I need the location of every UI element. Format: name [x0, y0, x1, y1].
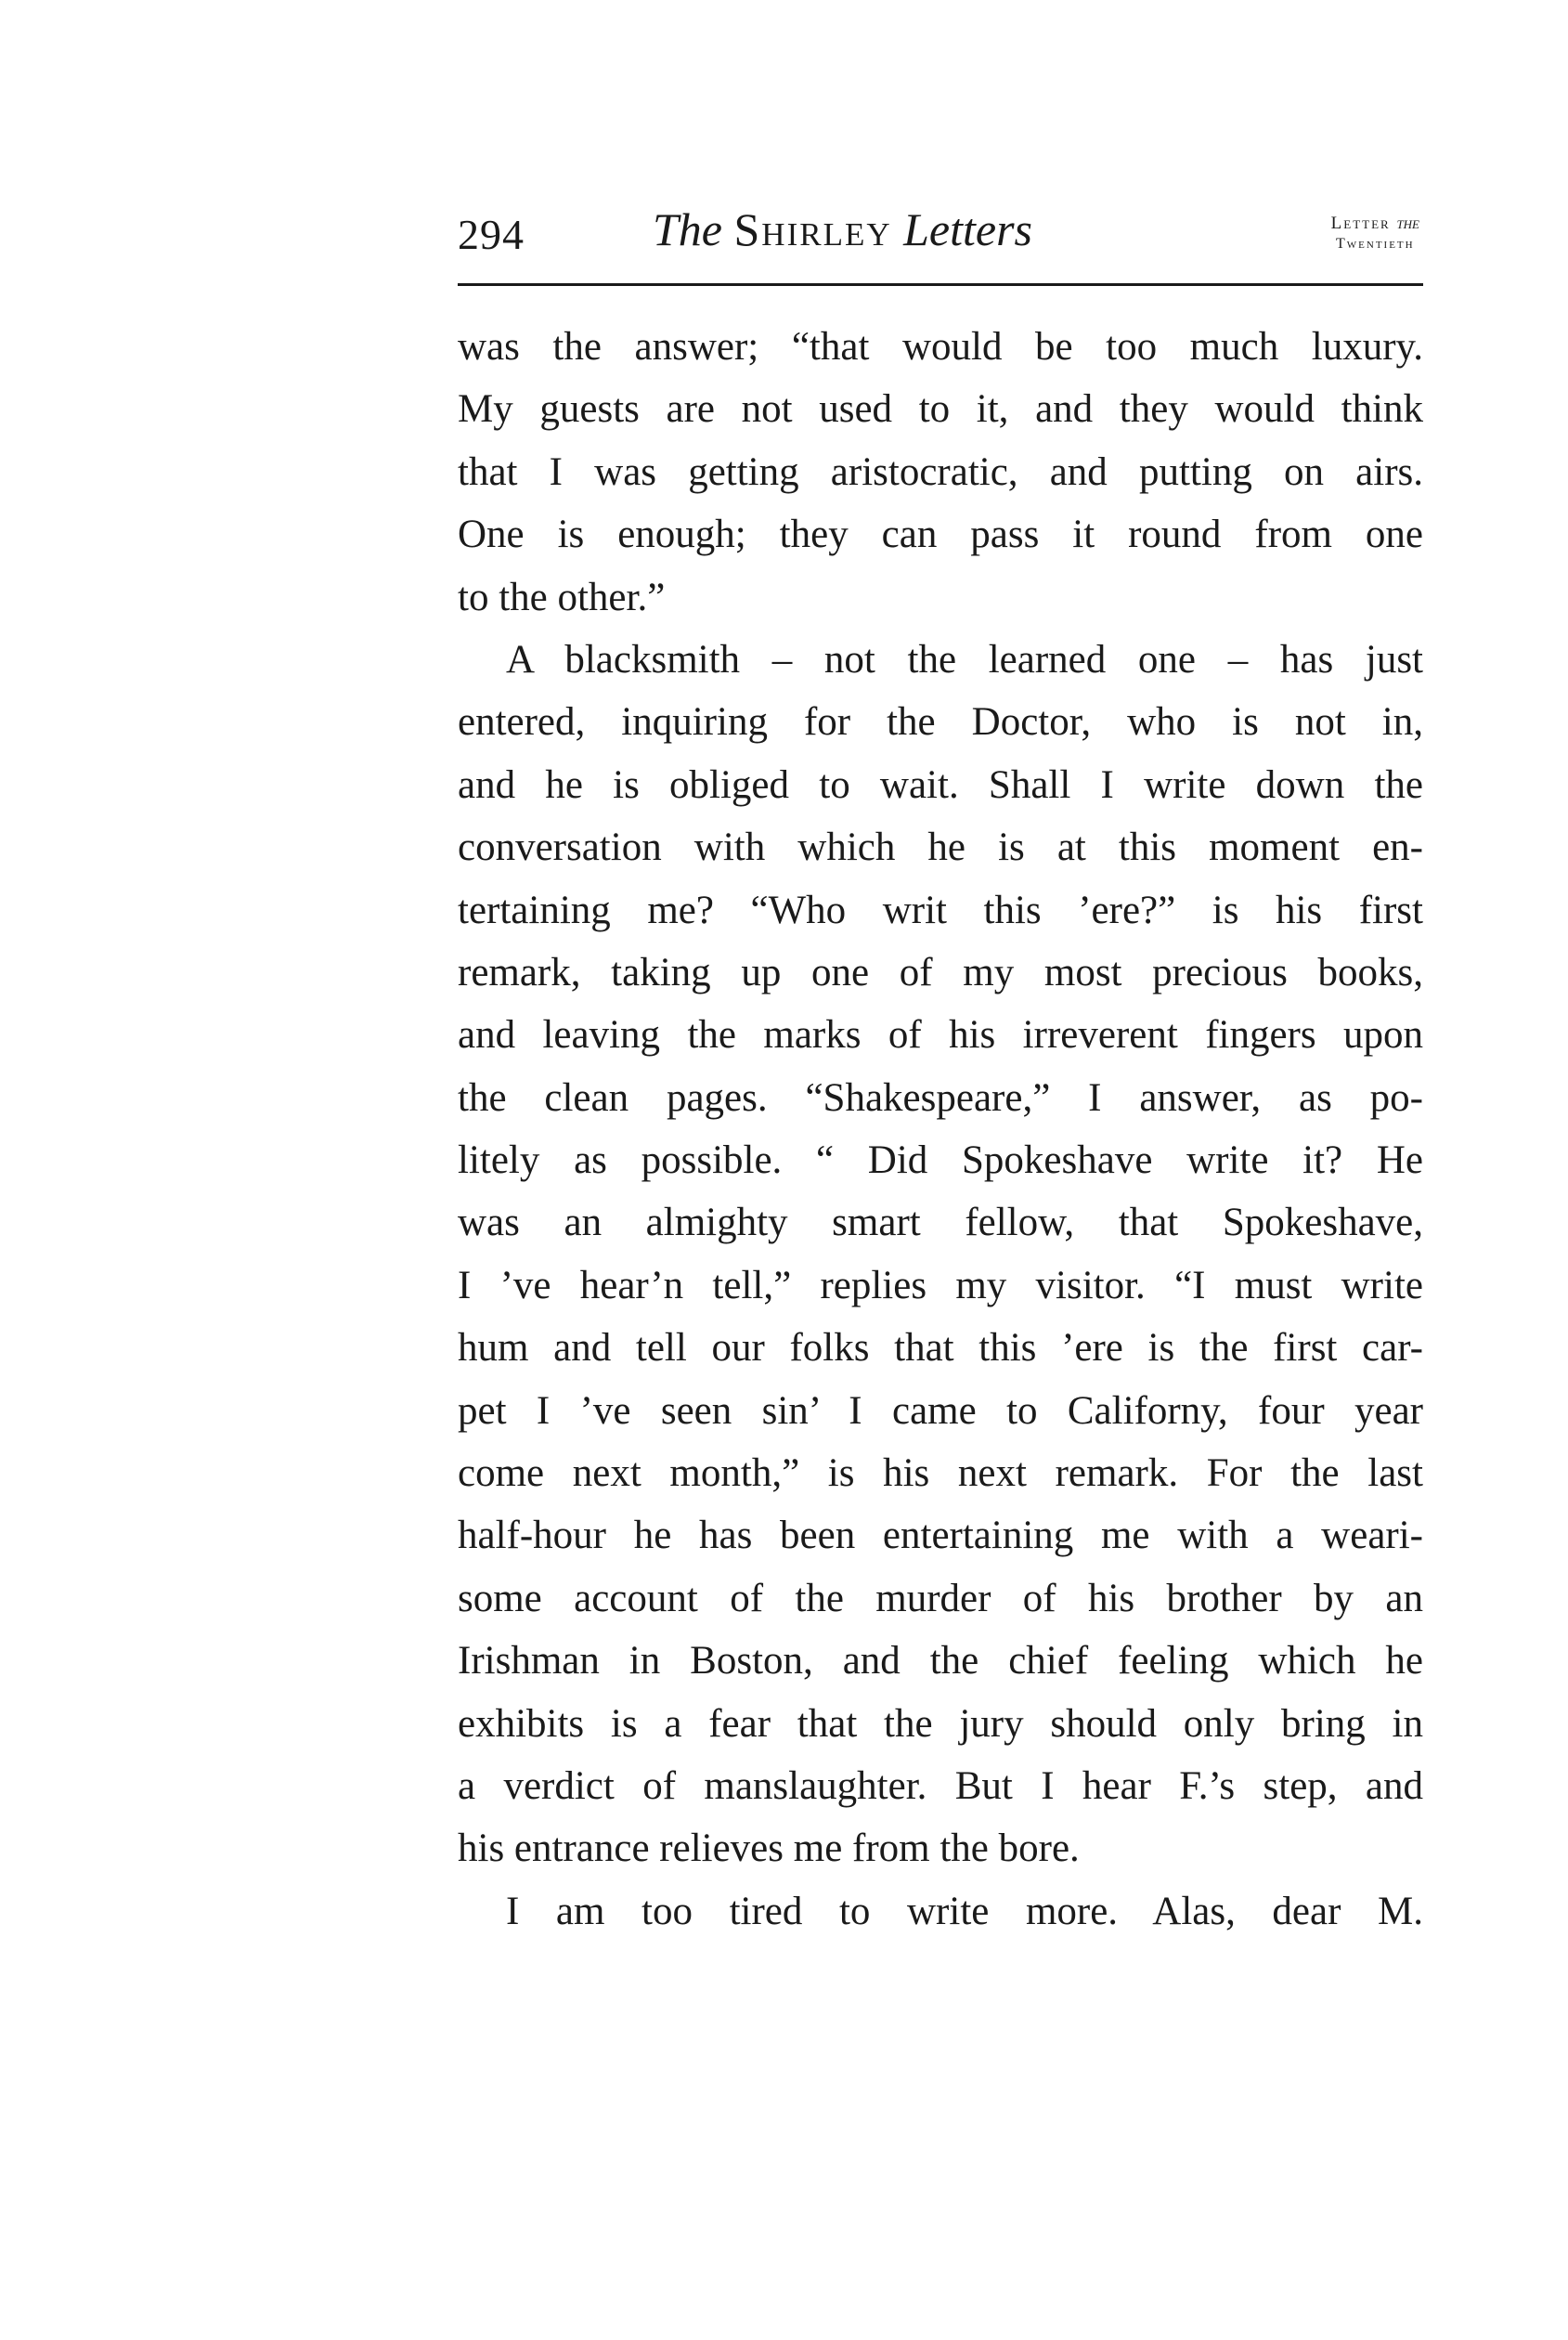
- text-line: some account of the murder of his brother by an: [458, 1576, 1423, 1620]
- text-line: that I was getting aristocratic, and putting on airs.: [458, 449, 1423, 494]
- book-title: [653, 202, 1032, 256]
- text-line: entered, inquiring for the Doctor, who is not in,: [458, 700, 1423, 745]
- text-line: tertaining me? “Who writ this ’ere?” is his first: [458, 888, 1423, 932]
- text-line: come next month,” is his next remark. For the last: [458, 1451, 1423, 1496]
- text-line: the clean pages. “Shakespeare,” I answer, as po-: [458, 1075, 1423, 1120]
- chapter-label: [1331, 214, 1419, 254]
- chapter-label-line-1: [1331, 214, 1419, 234]
- page-number: 294: [458, 211, 525, 258]
- text-line: half-hour he has been entertaining me with a weari-: [458, 1514, 1423, 1558]
- title-shirley: Shirley: [733, 203, 892, 255]
- text-line: I am too tired to write more. Alas, dear M.: [506, 1889, 1423, 1933]
- text-line: litely as possible. “ Did Spokeshave write it? He: [458, 1138, 1423, 1183]
- chapter-label-the: the: [1396, 214, 1419, 233]
- chapter-label-letter: Letter: [1330, 214, 1391, 233]
- text-line: and he is obliged to wait. Shall I write down the: [458, 762, 1423, 807]
- text-line: Irishman in Boston, and the chief feeling which he: [458, 1639, 1423, 1684]
- header-rule: [458, 283, 1423, 286]
- text-line: to the other.”: [458, 575, 666, 619]
- text-line: a verdict of manslaughter. But I hear F.’s step, and: [458, 1763, 1423, 1808]
- title-letters: Letters: [903, 203, 1033, 255]
- text-line: was the answer; “that would be too much luxury.: [458, 325, 1423, 369]
- chapter-label-ordinal: Twentieth: [1336, 236, 1415, 252]
- text-line: I ’ve hear’n tell,” replies my visitor. “I must write: [458, 1263, 1423, 1307]
- text-line: remark, taking up one of my most precious books,: [458, 950, 1423, 994]
- text-line: and leaving the marks of his irreverent fingers upon: [458, 1013, 1423, 1058]
- running-head: [458, 202, 1432, 267]
- text-line: One is enough; they can pass it round from one: [458, 513, 1423, 557]
- text-line: A blacksmith – not the learned one – has just: [506, 637, 1423, 682]
- text-line: My guests are not used to it, and they would think: [458, 387, 1423, 432]
- text-line: exhibits is a fear that the jury should only bring in: [458, 1701, 1423, 1746]
- text-line: hum and tell our folks that this ’ere is the first car-: [458, 1326, 1423, 1371]
- text-line: his entrance relieves me from the bore.: [458, 1826, 1080, 1871]
- text-line: was an almighty smart fellow, that Spokeshave,: [458, 1201, 1423, 1245]
- title-the: The: [653, 203, 722, 255]
- text-line: conversation with which he is at this moment en-: [458, 826, 1423, 870]
- text-line: pet I ’ve seen sin’ I came to Californy, four year: [458, 1388, 1423, 1433]
- body-text: [458, 316, 1423, 1943]
